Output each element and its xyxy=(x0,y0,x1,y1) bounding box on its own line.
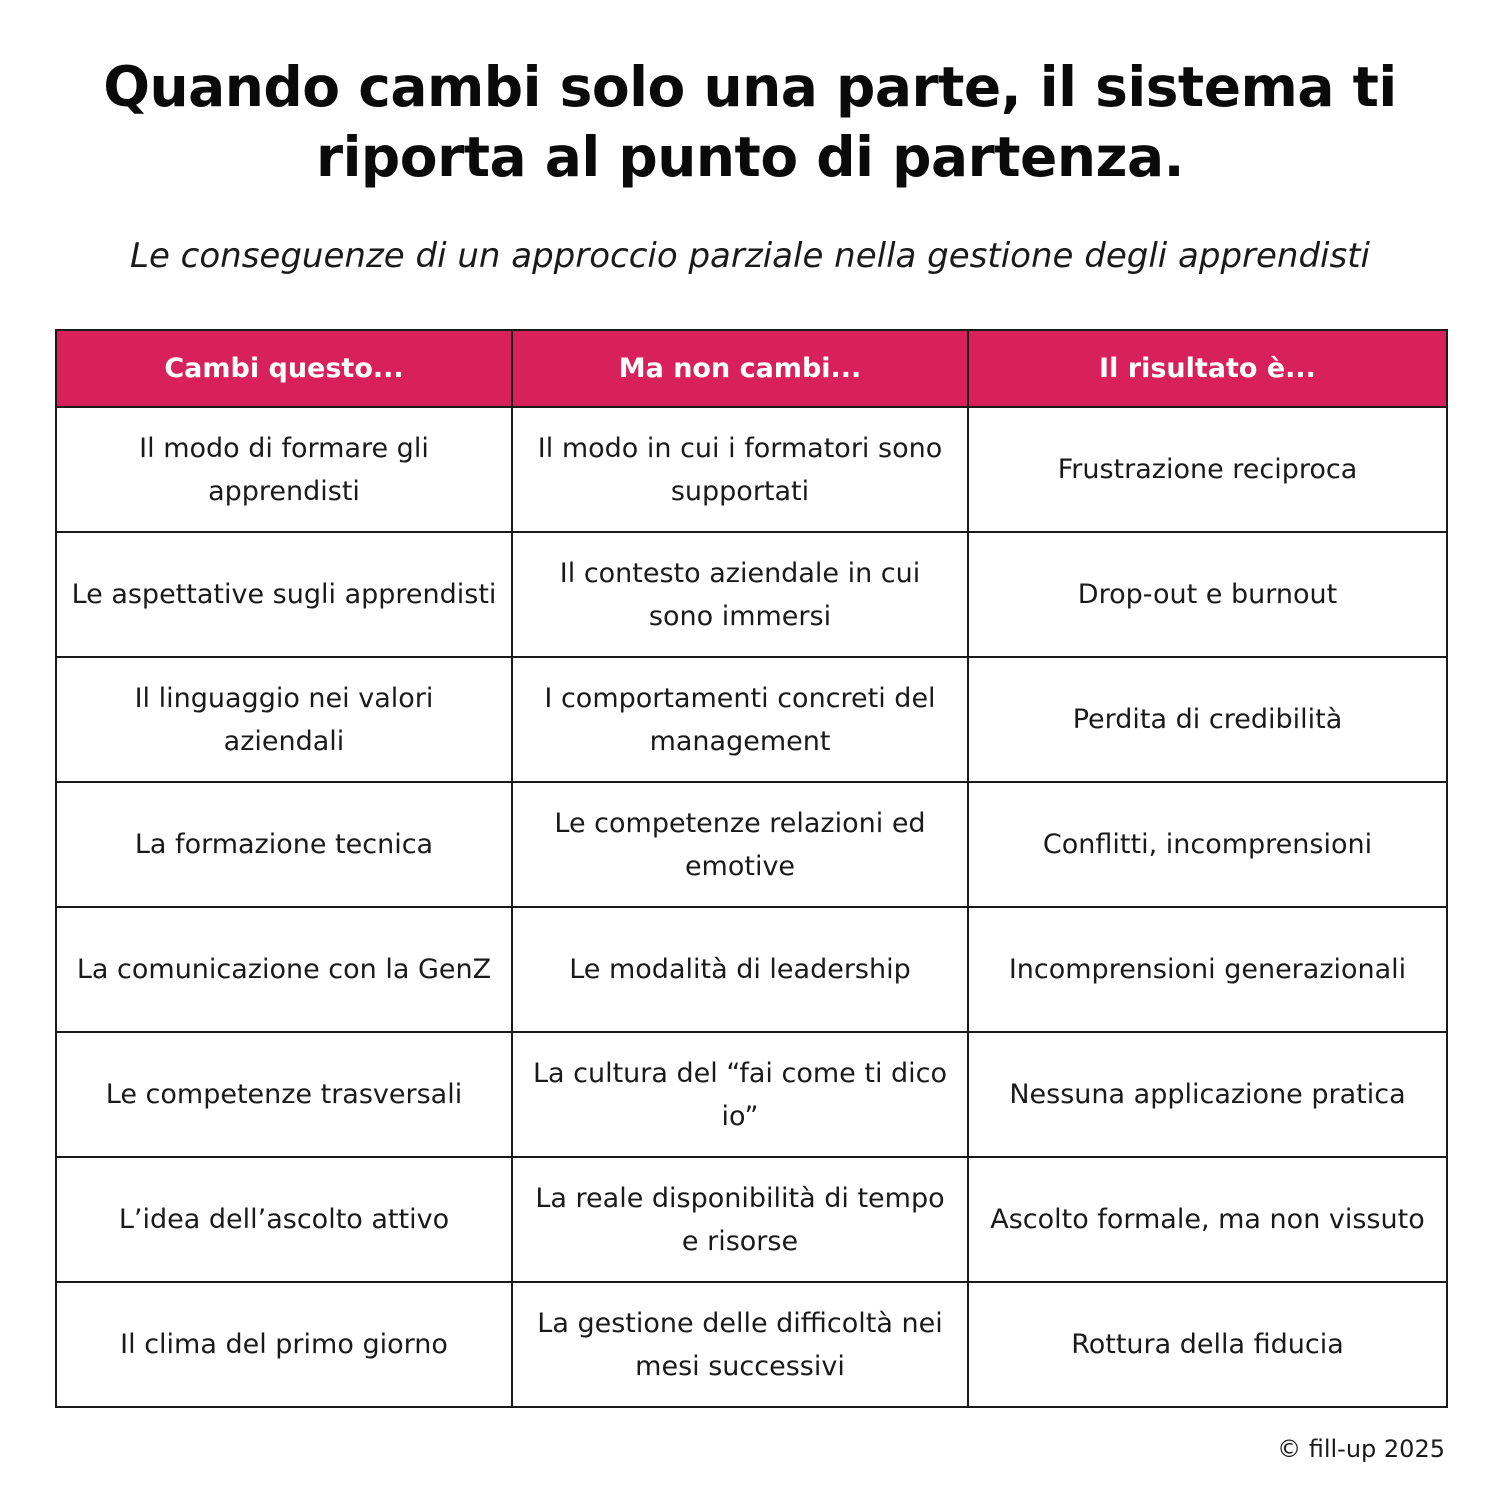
table-cell: I comportamenti concreti del management xyxy=(512,657,968,782)
table-row xyxy=(56,532,1447,657)
table-cell: Il contesto aziendale in cui sono immersi xyxy=(512,532,968,657)
table-cell: Le competenze trasversali xyxy=(56,1032,512,1157)
table-cell: Rottura della fiducia xyxy=(968,1282,1447,1407)
table-row xyxy=(56,782,1447,907)
table-row xyxy=(56,1282,1447,1407)
table-row xyxy=(56,907,1447,1032)
table-cell: La gestione delle difficoltà nei mesi successivi xyxy=(512,1282,968,1407)
page-subtitle: Le conseguenze di un approccio parziale nella gestione degli apprendisti xyxy=(130,236,1370,276)
table-cell: Il modo di formare gli apprendisti xyxy=(56,407,512,532)
consequences-table xyxy=(55,329,1448,1408)
table-row xyxy=(56,407,1447,532)
table-cell: La cultura del “fai come ti dico io” xyxy=(512,1032,968,1157)
table-cell: Le competenze relazioni ed emotive xyxy=(512,782,968,907)
table-cell: L’idea dell’ascolto attivo xyxy=(56,1157,512,1282)
column-header-but-not-change: Ma non cambi... xyxy=(512,330,968,407)
copyright-notice: © fill-up 2025 xyxy=(1277,1435,1445,1463)
page-title: Quando cambi solo una parte, il sistema ti riporta al punto di partenza. xyxy=(103,55,1397,189)
column-header-result: Il risultato è... xyxy=(968,330,1447,407)
table-cell: Le modalità di leadership xyxy=(512,907,968,1032)
table-cell: Le aspettative sugli apprendisti xyxy=(56,532,512,657)
table-cell: Frustrazione reciproca xyxy=(968,407,1447,532)
table-cell: Ascolto formale, ma non vissuto xyxy=(968,1157,1447,1282)
table-cell: Conflitti, incomprensioni xyxy=(968,782,1447,907)
table-row xyxy=(56,1157,1447,1282)
table-cell: La reale disponibilità di tempo e risorse xyxy=(512,1157,968,1282)
table-cell: Il modo in cui i formatori sono supportati xyxy=(512,407,968,532)
table-cell: Il clima del primo giorno xyxy=(56,1282,512,1407)
table-row xyxy=(56,657,1447,782)
table-cell: Perdita di credibilità xyxy=(968,657,1447,782)
table-cell: La comunicazione con la GenZ xyxy=(56,907,512,1032)
table-row xyxy=(56,1032,1447,1157)
table-cell: Nessuna applicazione pratica xyxy=(968,1032,1447,1157)
table-header-row xyxy=(56,330,1447,407)
table-cell: Incomprensioni generazionali xyxy=(968,907,1447,1032)
table-cell: Drop-out e burnout xyxy=(968,532,1447,657)
table-cell: Il linguaggio nei valori aziendali xyxy=(56,657,512,782)
table-cell: La formazione tecnica xyxy=(56,782,512,907)
column-header-change-this: Cambi questo... xyxy=(56,330,512,407)
